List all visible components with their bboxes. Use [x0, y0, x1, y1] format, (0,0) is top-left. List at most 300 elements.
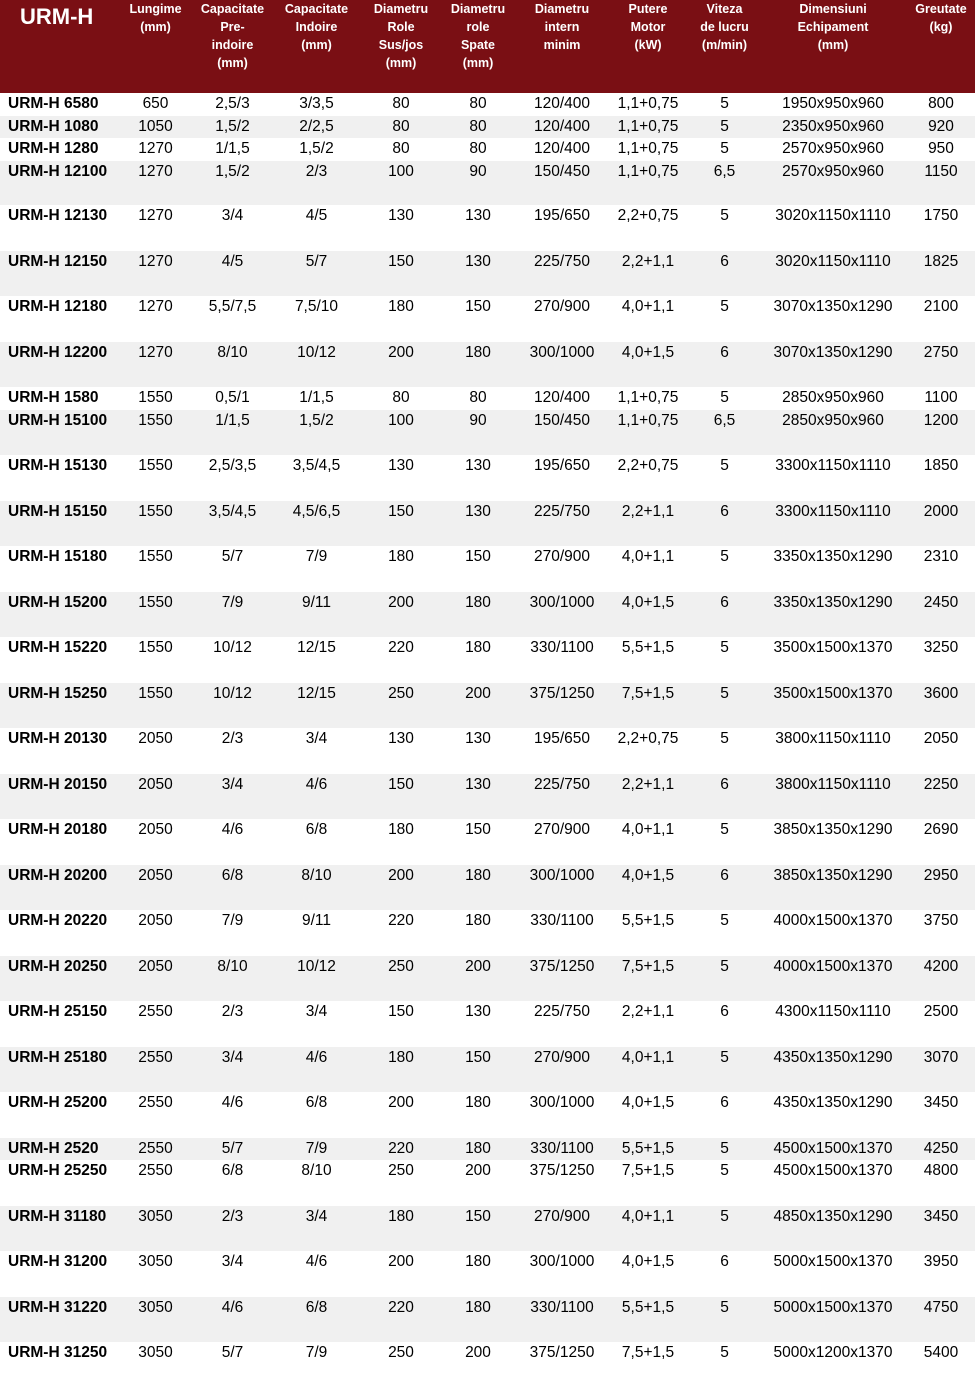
cell-putere-motor: 1,1+0,75 — [606, 410, 690, 456]
cell-capacitate-indoire: 1,5/2 — [269, 138, 364, 161]
cell-diametru-role-sus-jos: 250 — [364, 956, 438, 1002]
cell-capacitate-preindoire: 2/3 — [196, 728, 269, 774]
cell-viteza-lucru: 5 — [690, 1138, 759, 1161]
table-body — [0, 93, 975, 1388]
cell-viteza-lucru: 6 — [690, 251, 759, 297]
cell-dimensiuni-echipament: 3350x1350x1290 — [759, 546, 907, 592]
cell-dimensiuni-echipament: 3850x1350x1290 — [759, 865, 907, 911]
cell-putere-motor: 4,0+1,1 — [606, 296, 690, 342]
cell-diametru-intern-minim: 225/750 — [518, 774, 606, 820]
cell-dimensiuni-echipament: 3070x1350x1290 — [759, 296, 907, 342]
cell-diametru-role-sus-jos: 80 — [364, 116, 438, 139]
table-row — [0, 1297, 975, 1343]
cell-lungime: 1270 — [115, 161, 196, 206]
cell-greutate: 2100 — [907, 296, 975, 342]
cell-lungime: 1270 — [115, 205, 196, 251]
cell-model: URM-H 31220 — [0, 1297, 115, 1343]
table-row — [0, 637, 975, 683]
cell-model: URM-H 25200 — [0, 1092, 115, 1138]
cell-lungime: 1550 — [115, 637, 196, 683]
cell-dimensiuni-echipament: 3300x1150x1110 — [759, 501, 907, 547]
cell-putere-motor: 7,5+1,5 — [606, 956, 690, 1002]
cell-diametru-role-spate: 80 — [438, 116, 518, 139]
cell-diametru-role-sus-jos: 150 — [364, 1001, 438, 1047]
cell-diametru-role-spate: 200 — [438, 1342, 518, 1388]
cell-putere-motor: 4,0+1,5 — [606, 342, 690, 388]
cell-viteza-lucru: 5 — [690, 910, 759, 956]
table-row — [0, 683, 975, 729]
cell-greutate: 2750 — [907, 342, 975, 388]
cell-capacitate-indoire: 4/6 — [269, 1251, 364, 1297]
cell-dimensiuni-echipament: 2570x950x960 — [759, 161, 907, 206]
cell-putere-motor: 1,1+0,75 — [606, 93, 690, 116]
cell-putere-motor: 1,1+0,75 — [606, 387, 690, 410]
table-header — [0, 0, 975, 93]
header-capacitate-preindoire: Capacitate Pre- indoire (mm) — [196, 0, 269, 93]
cell-capacitate-preindoire: 3/4 — [196, 1251, 269, 1297]
cell-diametru-intern-minim: 300/1000 — [518, 1251, 606, 1297]
cell-diametru-role-spate: 150 — [438, 1206, 518, 1252]
cell-diametru-role-spate: 180 — [438, 910, 518, 956]
cell-capacitate-indoire: 6/8 — [269, 1297, 364, 1343]
cell-greutate: 2250 — [907, 774, 975, 820]
table-row — [0, 455, 975, 501]
table-row — [0, 1001, 975, 1047]
cell-model: URM-H 20150 — [0, 774, 115, 820]
cell-greutate: 3950 — [907, 1251, 975, 1297]
cell-putere-motor: 5,5+1,5 — [606, 1138, 690, 1161]
cell-diametru-intern-minim: 270/900 — [518, 1047, 606, 1093]
cell-diametru-intern-minim: 375/1250 — [518, 1342, 606, 1388]
cell-viteza-lucru: 6 — [690, 1251, 759, 1297]
cell-diametru-intern-minim: 195/650 — [518, 455, 606, 501]
cell-capacitate-preindoire: 2/3 — [196, 1001, 269, 1047]
cell-diametru-role-spate: 80 — [438, 138, 518, 161]
table-row — [0, 138, 975, 161]
cell-greutate: 3600 — [907, 683, 975, 729]
table-row — [0, 501, 975, 547]
cell-model: URM-H 31180 — [0, 1206, 115, 1252]
cell-putere-motor: 2,2+0,75 — [606, 728, 690, 774]
cell-lungime: 2050 — [115, 819, 196, 865]
cell-capacitate-indoire: 3/4 — [269, 1206, 364, 1252]
cell-lungime: 1270 — [115, 138, 196, 161]
cell-model: URM-H 12150 — [0, 251, 115, 297]
cell-dimensiuni-echipament: 4300x1150x1110 — [759, 1001, 907, 1047]
cell-greutate: 2690 — [907, 819, 975, 865]
table-row — [0, 251, 975, 297]
cell-capacitate-indoire: 3/4 — [269, 728, 364, 774]
header-viteza-lucru: Viteza de lucru (m/min) — [690, 0, 759, 93]
cell-capacitate-preindoire: 7/9 — [196, 592, 269, 638]
cell-viteza-lucru: 5 — [690, 1206, 759, 1252]
cell-diametru-role-sus-jos: 250 — [364, 683, 438, 729]
cell-model: URM-H 15130 — [0, 455, 115, 501]
cell-putere-motor: 5,5+1,5 — [606, 910, 690, 956]
cell-capacitate-indoire: 8/10 — [269, 1160, 364, 1206]
cell-diametru-role-spate: 130 — [438, 501, 518, 547]
cell-lungime: 1550 — [115, 683, 196, 729]
cell-diametru-intern-minim: 300/1000 — [518, 1092, 606, 1138]
header-row — [0, 0, 975, 93]
cell-greutate: 2050 — [907, 728, 975, 774]
header-diametru-intern-minim: Diametru intern minim — [518, 0, 606, 93]
cell-dimensiuni-echipament: 3850x1350x1290 — [759, 819, 907, 865]
cell-model: URM-H 1280 — [0, 138, 115, 161]
cell-lungime: 2050 — [115, 865, 196, 911]
cell-greutate: 3750 — [907, 910, 975, 956]
cell-model: URM-H 12180 — [0, 296, 115, 342]
cell-diametru-role-sus-jos: 150 — [364, 501, 438, 547]
cell-capacitate-preindoire: 10/12 — [196, 683, 269, 729]
cell-lungime: 2550 — [115, 1138, 196, 1161]
cell-capacitate-indoire: 10/12 — [269, 956, 364, 1002]
cell-greutate: 4250 — [907, 1138, 975, 1161]
cell-diametru-intern-minim: 270/900 — [518, 819, 606, 865]
cell-model: URM-H 15180 — [0, 546, 115, 592]
cell-diametru-role-sus-jos: 100 — [364, 410, 438, 456]
cell-lungime: 2550 — [115, 1001, 196, 1047]
cell-diametru-role-sus-jos: 150 — [364, 251, 438, 297]
cell-viteza-lucru: 5 — [690, 387, 759, 410]
cell-dimensiuni-echipament: 2350x950x960 — [759, 116, 907, 139]
cell-diametru-role-sus-jos: 220 — [364, 910, 438, 956]
cell-diametru-role-spate: 80 — [438, 93, 518, 116]
cell-viteza-lucru: 5 — [690, 1160, 759, 1206]
cell-capacitate-preindoire: 3/4 — [196, 205, 269, 251]
cell-lungime: 1550 — [115, 410, 196, 456]
table-row — [0, 865, 975, 911]
cell-viteza-lucru: 6 — [690, 865, 759, 911]
cell-lungime: 3050 — [115, 1206, 196, 1252]
cell-putere-motor: 4,0+1,1 — [606, 819, 690, 865]
cell-model: URM-H 20180 — [0, 819, 115, 865]
cell-lungime: 2050 — [115, 956, 196, 1002]
cell-diametru-intern-minim: 375/1250 — [518, 683, 606, 729]
cell-capacitate-preindoire: 6/8 — [196, 1160, 269, 1206]
table-row — [0, 728, 975, 774]
cell-dimensiuni-echipament: 4350x1350x1290 — [759, 1092, 907, 1138]
cell-putere-motor: 7,5+1,5 — [606, 683, 690, 729]
cell-model: URM-H 15200 — [0, 592, 115, 638]
cell-diametru-intern-minim: 330/1100 — [518, 1297, 606, 1343]
cell-diametru-role-spate: 180 — [438, 1092, 518, 1138]
cell-greutate: 3450 — [907, 1092, 975, 1138]
header-greutate: Greutate (kg) — [907, 0, 975, 93]
cell-diametru-role-spate: 130 — [438, 455, 518, 501]
cell-viteza-lucru: 6 — [690, 592, 759, 638]
cell-dimensiuni-echipament: 1950x950x960 — [759, 93, 907, 116]
cell-capacitate-indoire: 7/9 — [269, 546, 364, 592]
table-row — [0, 1251, 975, 1297]
cell-dimensiuni-echipament: 5000x1200x1370 — [759, 1342, 907, 1388]
cell-diametru-role-sus-jos: 130 — [364, 205, 438, 251]
cell-diametru-role-spate: 150 — [438, 546, 518, 592]
cell-greutate: 2500 — [907, 1001, 975, 1047]
cell-diametru-intern-minim: 150/450 — [518, 410, 606, 456]
cell-putere-motor: 2,2+0,75 — [606, 455, 690, 501]
cell-viteza-lucru: 6 — [690, 1001, 759, 1047]
table-row — [0, 819, 975, 865]
cell-model: URM-H 1080 — [0, 116, 115, 139]
cell-capacitate-indoire: 8/10 — [269, 865, 364, 911]
cell-diametru-role-spate: 130 — [438, 205, 518, 251]
cell-greutate: 3450 — [907, 1206, 975, 1252]
cell-viteza-lucru: 6 — [690, 774, 759, 820]
cell-diametru-role-sus-jos: 80 — [364, 387, 438, 410]
cell-greutate: 1825 — [907, 251, 975, 297]
cell-dimensiuni-echipament: 2850x950x960 — [759, 387, 907, 410]
cell-diametru-role-sus-jos: 200 — [364, 592, 438, 638]
table-row — [0, 910, 975, 956]
cell-lungime: 1050 — [115, 116, 196, 139]
cell-greutate: 920 — [907, 116, 975, 139]
cell-model: URM-H 6580 — [0, 93, 115, 116]
cell-capacitate-indoire: 4/6 — [269, 774, 364, 820]
cell-diametru-role-sus-jos: 180 — [364, 296, 438, 342]
cell-capacitate-preindoire: 1,5/2 — [196, 161, 269, 206]
cell-dimensiuni-echipament: 5000x1500x1370 — [759, 1297, 907, 1343]
cell-viteza-lucru: 5 — [690, 138, 759, 161]
cell-dimensiuni-echipament: 4500x1500x1370 — [759, 1160, 907, 1206]
cell-dimensiuni-echipament: 3500x1500x1370 — [759, 637, 907, 683]
cell-diametru-role-sus-jos: 220 — [364, 1297, 438, 1343]
cell-diametru-role-sus-jos: 80 — [364, 93, 438, 116]
header-capacitate-indoire: Capacitate Indoire (mm) — [269, 0, 364, 93]
cell-viteza-lucru: 5 — [690, 546, 759, 592]
cell-diametru-role-spate: 180 — [438, 637, 518, 683]
cell-model: URM-H 25250 — [0, 1160, 115, 1206]
cell-greutate: 3070 — [907, 1047, 975, 1093]
cell-capacitate-preindoire: 8/10 — [196, 956, 269, 1002]
table-row — [0, 387, 975, 410]
cell-lungime: 3050 — [115, 1342, 196, 1388]
cell-dimensiuni-echipament: 3070x1350x1290 — [759, 342, 907, 388]
cell-lungime: 2550 — [115, 1160, 196, 1206]
cell-capacitate-indoire: 7,5/10 — [269, 296, 364, 342]
cell-diametru-intern-minim: 120/400 — [518, 387, 606, 410]
header-lungime: Lungime (mm) — [115, 0, 196, 93]
cell-dimensiuni-echipament: 3800x1150x1110 — [759, 728, 907, 774]
cell-diametru-role-sus-jos: 130 — [364, 728, 438, 774]
cell-capacitate-preindoire: 5/7 — [196, 1138, 269, 1161]
cell-greutate: 1150 — [907, 161, 975, 206]
table-row — [0, 1206, 975, 1252]
cell-dimensiuni-echipament: 2850x950x960 — [759, 410, 907, 456]
cell-putere-motor: 4,0+1,1 — [606, 1047, 690, 1093]
cell-putere-motor: 2,2+1,1 — [606, 774, 690, 820]
cell-viteza-lucru: 5 — [690, 956, 759, 1002]
cell-lungime: 1550 — [115, 501, 196, 547]
cell-diametru-intern-minim: 120/400 — [518, 93, 606, 116]
table-row — [0, 1138, 975, 1161]
header-dimensiuni-echipament: Dimensiuni Echipament (mm) — [759, 0, 907, 93]
cell-capacitate-preindoire: 4/6 — [196, 1297, 269, 1343]
cell-diametru-intern-minim: 225/750 — [518, 501, 606, 547]
cell-lungime: 3050 — [115, 1297, 196, 1343]
cell-capacitate-preindoire: 2,5/3,5 — [196, 455, 269, 501]
cell-model: URM-H 20200 — [0, 865, 115, 911]
cell-diametru-role-spate: 80 — [438, 387, 518, 410]
cell-putere-motor: 4,0+1,1 — [606, 1206, 690, 1252]
cell-greutate: 4800 — [907, 1160, 975, 1206]
cell-diametru-role-sus-jos: 100 — [364, 161, 438, 206]
cell-dimensiuni-echipament: 3020x1150x1110 — [759, 251, 907, 297]
cell-diametru-role-spate: 180 — [438, 342, 518, 388]
cell-model: URM-H 1580 — [0, 387, 115, 410]
cell-diametru-role-spate: 130 — [438, 728, 518, 774]
cell-model: URM-H 25180 — [0, 1047, 115, 1093]
cell-lungime: 2050 — [115, 774, 196, 820]
cell-model: URM-H 12200 — [0, 342, 115, 388]
cell-putere-motor: 1,1+0,75 — [606, 138, 690, 161]
cell-putere-motor: 4,0+1,5 — [606, 865, 690, 911]
cell-putere-motor: 1,1+0,75 — [606, 161, 690, 206]
cell-lungime: 2550 — [115, 1047, 196, 1093]
cell-greutate: 2310 — [907, 546, 975, 592]
cell-greutate: 1200 — [907, 410, 975, 456]
cell-viteza-lucru: 5 — [690, 1342, 759, 1388]
cell-diametru-role-sus-jos: 180 — [364, 1047, 438, 1093]
cell-model: URM-H 25150 — [0, 1001, 115, 1047]
cell-dimensiuni-echipament: 4350x1350x1290 — [759, 1047, 907, 1093]
cell-greutate: 950 — [907, 138, 975, 161]
cell-viteza-lucru: 5 — [690, 93, 759, 116]
cell-putere-motor: 7,5+1,5 — [606, 1342, 690, 1388]
cell-capacitate-indoire: 7/9 — [269, 1342, 364, 1388]
cell-dimensiuni-echipament: 4500x1500x1370 — [759, 1138, 907, 1161]
cell-viteza-lucru: 5 — [690, 455, 759, 501]
cell-diametru-intern-minim: 375/1250 — [518, 1160, 606, 1206]
cell-diametru-intern-minim: 120/400 — [518, 138, 606, 161]
cell-viteza-lucru: 5 — [690, 819, 759, 865]
cell-diametru-role-sus-jos: 180 — [364, 819, 438, 865]
cell-diametru-intern-minim: 330/1100 — [518, 910, 606, 956]
cell-diametru-intern-minim: 375/1250 — [518, 956, 606, 1002]
cell-putere-motor: 7,5+1,5 — [606, 1160, 690, 1206]
cell-diametru-intern-minim: 270/900 — [518, 546, 606, 592]
cell-dimensiuni-echipament: 4850x1350x1290 — [759, 1206, 907, 1252]
cell-capacitate-preindoire: 8/10 — [196, 342, 269, 388]
table-row — [0, 1047, 975, 1093]
cell-capacitate-preindoire: 4/5 — [196, 251, 269, 297]
cell-capacitate-indoire: 4,5/6,5 — [269, 501, 364, 547]
table-row — [0, 205, 975, 251]
cell-greutate: 800 — [907, 93, 975, 116]
cell-putere-motor: 1,1+0,75 — [606, 116, 690, 139]
cell-diametru-role-spate: 130 — [438, 251, 518, 297]
cell-viteza-lucru: 5 — [690, 1047, 759, 1093]
cell-diametru-role-sus-jos: 80 — [364, 138, 438, 161]
cell-viteza-lucru: 6 — [690, 342, 759, 388]
cell-capacitate-preindoire: 1/1,5 — [196, 138, 269, 161]
cell-diametru-role-sus-jos: 200 — [364, 1092, 438, 1138]
table-row — [0, 116, 975, 139]
cell-diametru-role-spate: 200 — [438, 956, 518, 1002]
cell-putere-motor: 2,2+1,1 — [606, 251, 690, 297]
cell-diametru-intern-minim: 270/900 — [518, 1206, 606, 1252]
cell-diametru-intern-minim: 300/1000 — [518, 342, 606, 388]
cell-diametru-role-spate: 200 — [438, 1160, 518, 1206]
cell-dimensiuni-echipament: 3800x1150x1110 — [759, 774, 907, 820]
cell-diametru-role-spate: 90 — [438, 161, 518, 206]
cell-capacitate-preindoire: 0,5/1 — [196, 387, 269, 410]
cell-diametru-intern-minim: 270/900 — [518, 296, 606, 342]
cell-capacitate-preindoire: 6/8 — [196, 865, 269, 911]
cell-putere-motor: 4,0+1,5 — [606, 1092, 690, 1138]
cell-viteza-lucru: 5 — [690, 205, 759, 251]
cell-model: URM-H 15250 — [0, 683, 115, 729]
cell-diametru-role-sus-jos: 200 — [364, 1251, 438, 1297]
cell-diametru-intern-minim: 195/650 — [518, 205, 606, 251]
cell-capacitate-indoire: 5/7 — [269, 251, 364, 297]
cell-viteza-lucru: 5 — [690, 683, 759, 729]
cell-viteza-lucru: 6 — [690, 501, 759, 547]
table-row — [0, 410, 975, 456]
cell-diametru-role-spate: 180 — [438, 1138, 518, 1161]
cell-model: URM-H 15100 — [0, 410, 115, 456]
cell-model: URM-H 20220 — [0, 910, 115, 956]
cell-capacitate-indoire: 1/1,5 — [269, 387, 364, 410]
cell-diametru-role-sus-jos: 130 — [364, 455, 438, 501]
cell-capacitate-preindoire: 1,5/2 — [196, 116, 269, 139]
cell-capacitate-preindoire: 2/3 — [196, 1206, 269, 1252]
cell-model: URM-H 20250 — [0, 956, 115, 1002]
cell-dimensiuni-echipament: 3020x1150x1110 — [759, 205, 907, 251]
cell-putere-motor: 4,0+1,5 — [606, 1251, 690, 1297]
header-diametru-role-sus-jos: Diametru Role Sus/jos (mm) — [364, 0, 438, 93]
cell-diametru-role-spate: 150 — [438, 819, 518, 865]
cell-diametru-role-spate: 180 — [438, 1251, 518, 1297]
cell-diametru-intern-minim: 225/750 — [518, 1001, 606, 1047]
cell-lungime: 1550 — [115, 455, 196, 501]
cell-diametru-role-sus-jos: 220 — [364, 1138, 438, 1161]
table-row — [0, 774, 975, 820]
cell-viteza-lucru: 6,5 — [690, 161, 759, 206]
cell-dimensiuni-echipament: 3350x1350x1290 — [759, 592, 907, 638]
cell-capacitate-indoire: 4/6 — [269, 1047, 364, 1093]
cell-dimensiuni-echipament: 4000x1500x1370 — [759, 910, 907, 956]
cell-capacitate-indoire: 9/11 — [269, 910, 364, 956]
cell-model: URM-H 15220 — [0, 637, 115, 683]
cell-greutate: 1850 — [907, 455, 975, 501]
cell-capacitate-indoire: 4/5 — [269, 205, 364, 251]
cell-model: URM-H 2520 — [0, 1138, 115, 1161]
cell-putere-motor: 2,2+1,1 — [606, 501, 690, 547]
cell-putere-motor: 4,0+1,1 — [606, 546, 690, 592]
table-title: URM-H — [0, 0, 115, 93]
cell-lungime: 3050 — [115, 1251, 196, 1297]
cell-greutate: 5400 — [907, 1342, 975, 1388]
cell-viteza-lucru: 5 — [690, 296, 759, 342]
cell-capacitate-preindoire: 3,5/4,5 — [196, 501, 269, 547]
cell-capacitate-preindoire: 2,5/3 — [196, 93, 269, 116]
cell-viteza-lucru: 5 — [690, 728, 759, 774]
cell-putere-motor: 5,5+1,5 — [606, 637, 690, 683]
cell-lungime: 1270 — [115, 342, 196, 388]
table-row — [0, 592, 975, 638]
cell-diametru-role-sus-jos: 220 — [364, 637, 438, 683]
cell-lungime: 2050 — [115, 728, 196, 774]
cell-diametru-intern-minim: 195/650 — [518, 728, 606, 774]
cell-dimensiuni-echipament: 3500x1500x1370 — [759, 683, 907, 729]
cell-capacitate-indoire: 12/15 — [269, 683, 364, 729]
table-row — [0, 161, 975, 206]
cell-greutate: 2450 — [907, 592, 975, 638]
cell-diametru-intern-minim: 225/750 — [518, 251, 606, 297]
table-row — [0, 546, 975, 592]
cell-diametru-role-spate: 130 — [438, 774, 518, 820]
